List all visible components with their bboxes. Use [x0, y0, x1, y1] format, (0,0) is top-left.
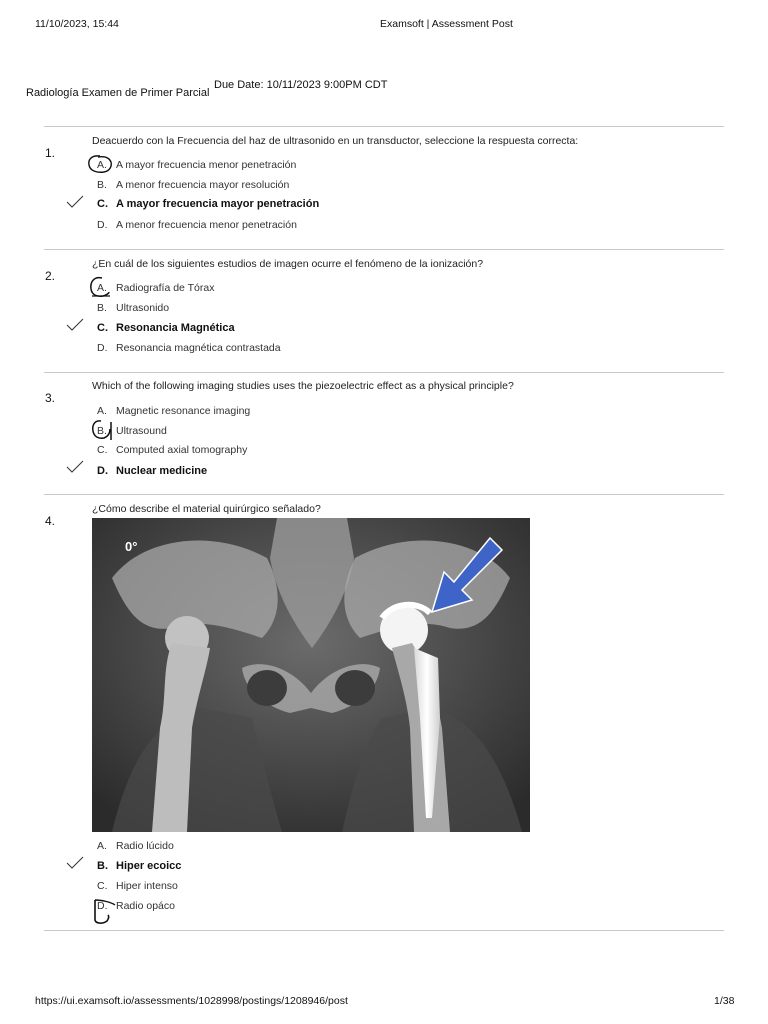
option-letter: B.	[97, 425, 107, 437]
divider	[44, 372, 724, 373]
checkmark-icon	[66, 856, 84, 870]
option-c	[97, 880, 178, 892]
handwritten-circle-mark	[89, 896, 119, 926]
due-date: Due Date: 10/11/2023 9:00PM CDT	[214, 79, 388, 91]
handwritten-circle-mark	[89, 418, 117, 442]
question-number: 1.	[45, 146, 56, 160]
option-letter: A.	[97, 405, 107, 417]
page-header-title: Examsoft | Assessment Post	[380, 18, 513, 30]
option-text: Radio opáco	[116, 900, 175, 912]
option-letter: D.	[97, 342, 108, 354]
option-b	[97, 860, 181, 872]
option-letter: C.	[97, 198, 108, 210]
question-number: 4.	[45, 514, 56, 528]
page-number: 1/38	[714, 995, 735, 1007]
option-text: Hiper intenso	[116, 880, 178, 892]
option-letter: C.	[97, 880, 108, 892]
handwritten-circle-mark	[88, 275, 114, 299]
option-letter: D.	[97, 219, 108, 231]
print-timestamp: 11/10/2023, 15:44	[35, 18, 119, 30]
option-text: A menor frecuencia mayor resolución	[116, 179, 290, 191]
option-letter: D.	[97, 900, 108, 912]
option-text: Resonancia magnética contrastada	[116, 342, 281, 354]
checkmark-icon	[66, 318, 84, 332]
option-letter: C.	[97, 444, 108, 456]
exam-title: Radiología Examen de Primer Parcial	[26, 87, 210, 99]
blue-arrow-pointer	[428, 536, 504, 616]
option-b	[97, 302, 169, 314]
question-text: ¿Cómo describe el material quirúrgico señalado?	[92, 503, 321, 515]
option-letter: B.	[97, 179, 107, 191]
option-text: Resonancia Magnética	[116, 322, 235, 334]
question-number: 3.	[45, 391, 56, 405]
option-text: Computed axial tomography	[116, 444, 248, 456]
option-a	[97, 840, 174, 852]
option-a	[97, 282, 214, 294]
option-d	[97, 465, 207, 477]
option-c	[97, 198, 319, 210]
option-text: Radio lúcido	[116, 840, 174, 852]
option-letter: A.	[97, 840, 107, 852]
option-text: A menor frecuencia menor penetración	[116, 219, 297, 231]
checkmark-icon	[66, 195, 84, 209]
handwritten-circle-mark	[87, 154, 113, 174]
divider	[44, 126, 724, 127]
option-c	[97, 322, 235, 334]
page-url: https://ui.examsoft.io/assessments/1028998/postings/1208946/post	[35, 995, 348, 1007]
question-text: ¿En cuál de los siguientes estudios de imagen ocurre el fenómeno de la ionización?	[92, 258, 484, 270]
option-letter: B.	[97, 302, 107, 314]
option-b	[97, 179, 289, 191]
divider	[44, 494, 724, 495]
xray-orientation-label: 0°	[125, 539, 138, 554]
option-a	[97, 405, 250, 417]
option-text: A mayor frecuencia menor penetración	[116, 159, 297, 171]
question-text: Which of the following imaging studies uses the piezoelectric effect as a physical principle?	[92, 380, 514, 392]
option-text: Magnetic resonance imaging	[116, 405, 251, 417]
option-d	[97, 219, 297, 231]
option-text: Ultrasonido	[116, 302, 170, 314]
divider	[44, 249, 724, 250]
divider	[44, 930, 724, 931]
option-d	[97, 342, 281, 354]
option-letter: A.	[97, 159, 107, 171]
checkmark-icon	[66, 460, 84, 474]
option-text: Ultrasound	[116, 425, 167, 437]
option-c	[97, 444, 247, 456]
arrow-icon	[432, 538, 502, 612]
option-letter: A.	[97, 282, 107, 294]
question-text: Deacuerdo con la Frecuencia del haz de ultrasonido en un transductor, seleccione la respuesta correcta:	[92, 135, 579, 147]
option-text: A mayor frecuencia mayor penetración	[116, 198, 320, 210]
option-text: Nuclear medicine	[116, 465, 208, 477]
option-text: Hiper ecoicc	[116, 860, 182, 872]
option-letter: D.	[97, 465, 108, 477]
option-letter: C.	[97, 322, 108, 334]
option-text: Radiografía de Tórax	[116, 282, 215, 294]
question-number: 2.	[45, 269, 56, 283]
option-letter: B.	[97, 860, 108, 872]
option-a	[97, 159, 296, 171]
